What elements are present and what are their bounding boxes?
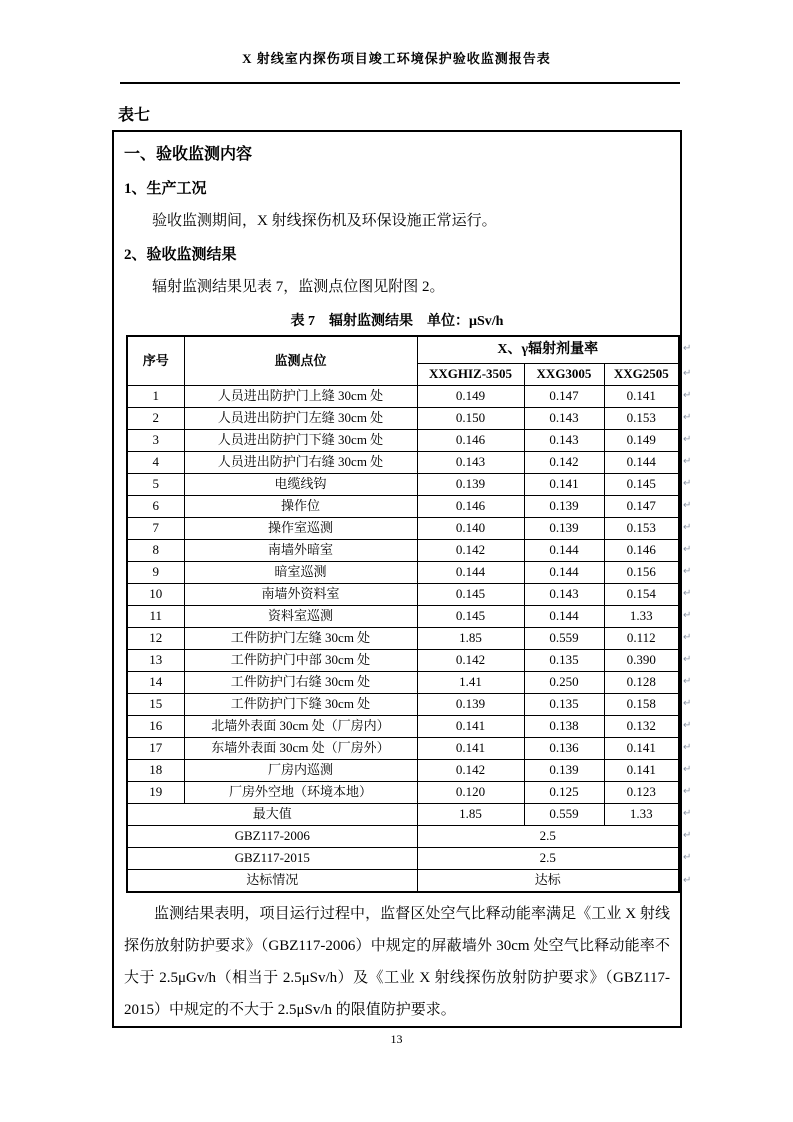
value-cell: 0.156 [604, 562, 679, 584]
paragraph-return-mark-icon: ↵ [683, 500, 692, 511]
table-row [127, 430, 679, 452]
row-number-cell: 6 [127, 496, 184, 518]
location-cell: 操作室巡测 [184, 518, 417, 540]
paragraph-return-mark-icon: ↵ [683, 456, 692, 467]
value-cell: 0.141 [604, 738, 679, 760]
row-number-cell: 4 [127, 452, 184, 474]
paragraph-return-mark-icon: ↵ [683, 676, 692, 687]
value-cell: 0.139 [524, 760, 604, 782]
paragraph-return-mark-icon: ↵ [683, 522, 692, 533]
conclusion-paragraph: 监测结果表明，项目运行过程中，监督区处空气比释动能率满足《工业 X 射线探伤放射防护要求》（GBZ117-2006）中规定的屏蔽墙外 30cm 处空气比释动能率不大于 2.5μGv/h（相当于 2.5μSv/h）及《工业 X 射线探伤放射防护要求》（GBZ117-2015）中规定的不大于 2.5μSv/h 的限值防护要求。 [124, 906, 670, 1018]
location-cell: 南墙外暗室 [184, 540, 417, 562]
value-cell: 0.147 [604, 496, 679, 518]
table-row [127, 562, 679, 584]
value-cell: 0.146 [417, 430, 524, 452]
compliance-value-cell: 达标 [417, 870, 679, 893]
table-row [127, 496, 679, 518]
location-cell: 人员进出防护门左缝 30cm 处 [184, 408, 417, 430]
value-cell: 0.112 [604, 628, 679, 650]
table-row [127, 540, 679, 562]
value-cell: 0.144 [524, 562, 604, 584]
standard-limit-cell: 2.5 [417, 826, 679, 848]
row-number-cell: 14 [127, 672, 184, 694]
value-cell: 0.250 [524, 672, 604, 694]
table-seven-label: 表七 [118, 107, 151, 124]
table-row [127, 408, 679, 430]
row-number-cell: 13 [127, 650, 184, 672]
paragraph-return-mark-icon: ↵ [683, 610, 692, 621]
table-header-row [127, 336, 679, 364]
value-cell: 0.143 [524, 584, 604, 606]
page-number: 13 [390, 1032, 403, 1046]
table-row [127, 628, 679, 650]
header-instrument-1: XXGHIZ-3505 [417, 364, 524, 386]
value-cell: 0.144 [524, 606, 604, 628]
row-number-cell: 3 [127, 430, 184, 452]
row-number-cell: 5 [127, 474, 184, 496]
paragraph-return-mark-icon: ↵ [683, 830, 692, 841]
value-cell: 1.85 [417, 628, 524, 650]
paragraph-return-mark-icon: ↵ [683, 786, 692, 797]
table-row [127, 386, 679, 408]
radiation-table [126, 335, 680, 893]
table-row [127, 694, 679, 716]
value-cell: 0.142 [417, 760, 524, 782]
value-cell: 0.135 [524, 694, 604, 716]
max-value-cell: 1.85 [417, 804, 524, 826]
row-number-cell: 10 [127, 584, 184, 606]
content-box [112, 130, 692, 1028]
value-cell: 0.158 [604, 694, 679, 716]
compliance-label-cell: 达标情况 [127, 870, 417, 893]
value-cell: 0.139 [417, 474, 524, 496]
value-cell: 0.139 [524, 518, 604, 540]
paragraph-return-mark-icon: ↵ [683, 632, 692, 643]
table-row [127, 650, 679, 672]
subsection-title-production: 1、生产工况 [124, 181, 207, 197]
location-cell: 东墙外表面 30cm 处（厂房外） [184, 738, 417, 760]
table-row [127, 782, 679, 804]
value-cell: 0.143 [524, 430, 604, 452]
row-number-cell: 15 [127, 694, 184, 716]
table-title: 表 7 辐射监测结果 单位：μSv/h [290, 314, 504, 329]
value-cell: 0.147 [524, 386, 604, 408]
standard-label-cell: GBZ117-2015 [127, 848, 417, 870]
paragraph-return-mark-icon: ↵ [683, 852, 692, 863]
location-cell: 工件防护门中部 30cm 处 [184, 650, 417, 672]
paragraph-return-mark-icon: ↵ [683, 343, 692, 354]
value-cell: 0.154 [604, 584, 679, 606]
value-cell: 0.142 [417, 650, 524, 672]
value-cell: 0.143 [524, 408, 604, 430]
value-cell: 0.146 [604, 540, 679, 562]
value-cell: 0.146 [417, 496, 524, 518]
table-body [127, 386, 679, 893]
value-cell: 0.145 [417, 584, 524, 606]
header-index: 序号 [127, 336, 184, 386]
row-number-cell: 8 [127, 540, 184, 562]
value-cell: 1.33 [604, 606, 679, 628]
value-cell: 0.144 [524, 540, 604, 562]
results-reference-text: 辐射监测结果见表 7，监测点位图见附图 2。 [152, 279, 445, 295]
paragraph-return-mark-icon: ↵ [683, 654, 692, 665]
row-number-cell: 1 [127, 386, 184, 408]
row-number-cell: 18 [127, 760, 184, 782]
value-cell: 0.120 [417, 782, 524, 804]
value-cell: 0.138 [524, 716, 604, 738]
table-row [127, 716, 679, 738]
location-cell: 资料室巡测 [184, 606, 417, 628]
row-number-cell: 17 [127, 738, 184, 760]
production-status-text: 验收监测期间，X 射线探伤机及环保设施正常运行。 [152, 213, 497, 229]
table-row [127, 452, 679, 474]
location-cell: 南墙外资料室 [184, 584, 417, 606]
paragraph-return-mark-icon: ↵ [683, 874, 692, 886]
standard-label-cell: GBZ117-2006 [127, 826, 417, 848]
header-instrument-2: XXG3005 [524, 364, 604, 386]
value-cell: 0.140 [417, 518, 524, 540]
location-cell: 厂房内巡测 [184, 760, 417, 782]
paragraph-return-mark-icon: ↵ [683, 434, 692, 445]
paragraph-return-mark-icon: ↵ [683, 720, 692, 731]
table-row [127, 760, 679, 782]
table-header [127, 336, 679, 386]
location-cell: 工件防护门右缝 30cm 处 [184, 672, 417, 694]
paragraph-return-mark-icon: ↵ [683, 588, 692, 599]
value-cell: 0.141 [524, 474, 604, 496]
location-cell: 电缆线钩 [184, 474, 417, 496]
subsection-title-results: 2、验收监测结果 [124, 247, 237, 263]
table-row [127, 606, 679, 628]
location-cell: 操作位 [184, 496, 417, 518]
location-cell: 人员进出防护门右缝 30cm 处 [184, 452, 417, 474]
value-cell: 0.144 [604, 452, 679, 474]
location-cell: 人员进出防护门上缝 30cm 处 [184, 386, 417, 408]
paragraph-return-mark-icon: ↵ [683, 566, 692, 577]
max-label-cell: 最大值 [127, 804, 417, 826]
paragraph-return-mark-icon: ↵ [683, 544, 692, 555]
value-cell: 0.153 [604, 518, 679, 540]
header-rule [120, 82, 680, 84]
value-cell: 0.139 [417, 694, 524, 716]
value-cell: 0.145 [604, 474, 679, 496]
paragraph-return-mark-icon: ↵ [683, 808, 692, 819]
paragraph-return-mark-icon: ↵ [683, 412, 692, 423]
paragraph-return-mark-icon: ↵ [683, 698, 692, 709]
value-cell: 0.390 [604, 650, 679, 672]
value-cell: 0.136 [524, 738, 604, 760]
value-cell: 0.135 [524, 650, 604, 672]
value-cell: 0.139 [524, 496, 604, 518]
table-row [127, 518, 679, 540]
value-cell: 0.141 [604, 760, 679, 782]
value-cell: 0.150 [417, 408, 524, 430]
value-cell: 0.149 [604, 430, 679, 452]
location-cell: 北墙外表面 30cm 处（厂房内） [184, 716, 417, 738]
header-location: 监测点位 [184, 336, 417, 386]
value-cell: 0.145 [417, 606, 524, 628]
header-instrument-3: XXG2505 [604, 364, 679, 386]
location-cell: 厂房外空地（环境本地） [184, 782, 417, 804]
value-cell: 0.141 [604, 386, 679, 408]
max-value-cell: 0.559 [524, 804, 604, 826]
value-cell: 0.141 [417, 716, 524, 738]
paragraph-return-mark-icon: ↵ [683, 478, 692, 489]
value-cell: 0.123 [604, 782, 679, 804]
paragraph-return-mark-icon: ↵ [683, 390, 692, 401]
location-cell: 工件防护门左缝 30cm 处 [184, 628, 417, 650]
value-cell: 0.149 [417, 386, 524, 408]
standard-limit-cell: 2.5 [417, 848, 679, 870]
value-cell: 0.153 [604, 408, 679, 430]
row-number-cell: 12 [127, 628, 184, 650]
location-cell: 工件防护门下缝 30cm 处 [184, 694, 417, 716]
location-cell: 暗室巡测 [184, 562, 417, 584]
table-row [127, 804, 679, 826]
max-value-cell: 1.33 [604, 804, 679, 826]
paragraph-return-mark-icon: ↵ [683, 764, 692, 775]
table-row [127, 870, 679, 893]
row-number-cell: 2 [127, 408, 184, 430]
document-header-title: X 射线室内探伤项目竣工环境保护验收监测报告表 [242, 51, 551, 66]
value-cell: 0.141 [417, 738, 524, 760]
value-cell: 0.142 [417, 540, 524, 562]
row-number-cell: 19 [127, 782, 184, 804]
value-cell: 1.41 [417, 672, 524, 694]
row-number-cell: 9 [127, 562, 184, 584]
value-cell: 0.144 [417, 562, 524, 584]
table-row [127, 672, 679, 694]
table-row [127, 584, 679, 606]
row-number-cell: 11 [127, 606, 184, 628]
value-cell: 0.142 [524, 452, 604, 474]
table-row [127, 738, 679, 760]
table-row [127, 826, 679, 848]
location-cell: 人员进出防护门下缝 30cm 处 [184, 430, 417, 452]
value-cell: 0.143 [417, 452, 524, 474]
value-cell: 0.559 [524, 628, 604, 650]
table-row [127, 848, 679, 870]
value-cell: 0.125 [524, 782, 604, 804]
paragraph-return-mark-icon: ↵ [683, 742, 692, 753]
paragraph-return-mark-icon: ↵ [683, 368, 692, 379]
header-dose-rate-group: X、γ辐射剂量率 [417, 336, 679, 364]
value-cell: 0.128 [604, 672, 679, 694]
row-number-cell: 16 [127, 716, 184, 738]
value-cell: 0.132 [604, 716, 679, 738]
table-row [127, 474, 679, 496]
section-title: 一、验收监测内容 [124, 146, 253, 163]
row-number-cell: 7 [127, 518, 184, 540]
